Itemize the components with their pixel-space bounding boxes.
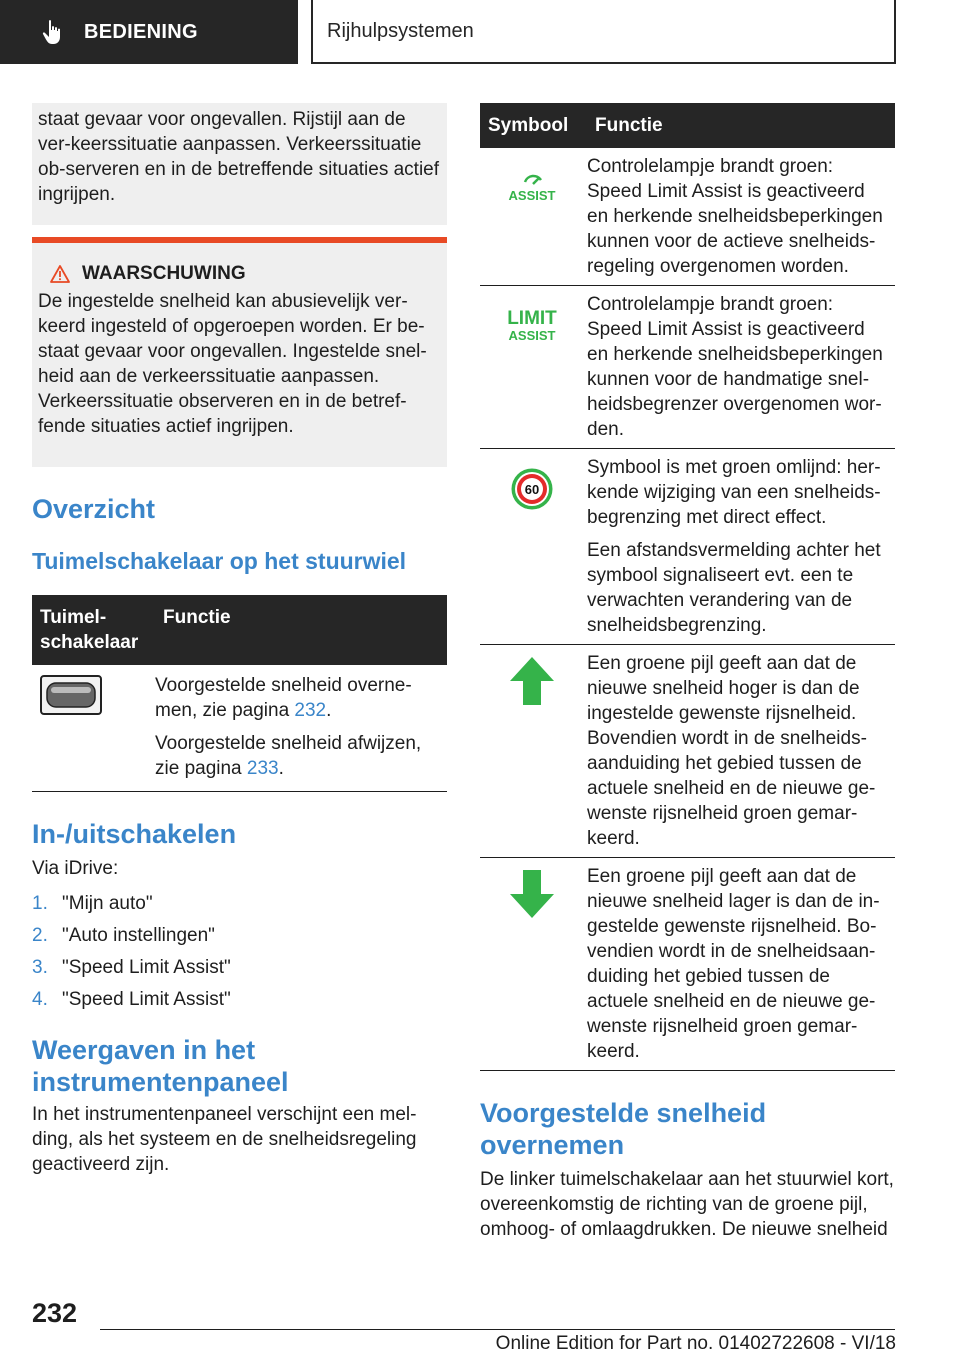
warning-heading [50, 263, 439, 285]
left-column [32, 103, 447, 1177]
table-cell-symbol [480, 645, 587, 858]
step-number: 2. [32, 925, 48, 946]
symbol-function-text: Een groene pijl geeft aan dat de nieuwe snelheid lager is dan de in-gestelde gewenste rijsnelheid. Bo-vendien wordt in de snelheidsaan-duiding het gebied tussen de actuele snelheid en de nieuwe ge-wenste rijsnelheid groen gemar-keerd. [587, 866, 880, 1062]
tuimel-text-1-end: . [326, 700, 332, 721]
tuimel-text-1: Voorgestelde snelheid overne-men, zie pagina [155, 675, 412, 721]
tuimel-function-2 [155, 731, 443, 781]
list-item [32, 955, 447, 980]
rocker-switch-icon [40, 675, 102, 715]
hand-pointer-icon [40, 19, 66, 45]
voorgesteld-text: De linker tuimelschakelaar aan het stuurwiel kort, overeenkomstig de richting van de groene pijl, omhoog- of omlaagdrukken. De nieuwe snelheid [480, 1169, 894, 1240]
page-link-232[interactable]: 232 [294, 700, 327, 721]
via-idrive: Via iDrive: [32, 858, 119, 879]
table-header-row [32, 595, 447, 665]
step-text: "Mijn auto" [62, 893, 153, 914]
table-row [32, 665, 447, 792]
table-header-row [480, 103, 895, 148]
symbol-function-text: Een groene pijl geeft aan dat de nieuwe snelheid hoger is dan de ingestelde gewenste rijsnelheid. Bovendien wordt in de snelheids-aanduiding het gebied tussen de actuele snelheid en de nieuwe ge-wenste rijsnelheid groen gemar-keerd. [587, 653, 876, 849]
caution-box [32, 103, 447, 225]
tuimel-function-1 [155, 673, 443, 723]
step-text: "Speed Limit Assist" [62, 957, 231, 978]
table-header-tuimel: Tuimel-schakelaar [32, 595, 155, 665]
limit-assist-icon [507, 306, 557, 344]
table-cell-symbol [32, 665, 155, 792]
page-number: 232 [32, 1298, 78, 1328]
heading-in-uitschakelen: In-/uitschakelen [32, 819, 237, 849]
footer-divider [100, 1329, 895, 1330]
right-column [480, 103, 895, 1242]
page-link-233[interactable]: 233 [246, 758, 279, 779]
warning-text: De ingestelde snelheid kan abusievelijk ver-keerd ingesteld of opgeroepen worden. Er be-staat gevaar voor ongevallen. Ingestelde snel-heid aan de verkeerssituatie aanpassen. Verkeerssituatie observeren en in de betref-fende situaties actief ingrijpen. [38, 291, 427, 437]
table-row [480, 858, 895, 1071]
table-cell-functie [587, 148, 895, 286]
table-cell-symbol [480, 858, 587, 1071]
assist-icon [507, 170, 557, 204]
heading-weergaven: Weergaven in het instrumentenpaneel [32, 1035, 289, 1097]
table-row [480, 449, 895, 645]
table-cell-functie [587, 645, 895, 858]
header-section-bar [0, 0, 298, 64]
heading-voorgestelde-snelheid: Voorgestelde snelheid overnemen [480, 1098, 767, 1160]
header-chapter-box [311, 0, 896, 64]
table-header-functie: Functie [587, 103, 895, 148]
heading-overzicht: Overzicht [32, 494, 156, 524]
symbol-function-text: Controlelampje brandt groen: Speed Limit Assist is geactiveerd en herkende snelheidsbeperkingen kunnen voor de actieve snelheids-regeling overgenomen worden. [587, 156, 883, 277]
assist-label: ASSIST [508, 188, 555, 203]
arrow-down-icon [510, 870, 554, 918]
speed-value-label: 60 [524, 482, 539, 497]
limit-label: LIMIT [506, 308, 557, 329]
footer-edition: Online Edition for Part no. 01402722608 - VI/18 [495, 1333, 896, 1354]
table-header-functie: Functie [155, 595, 447, 665]
symbol-function-text: Symbool is met groen omlijnd: her-kende wijziging van een snelheids-begrenzing met direct effect. [587, 457, 881, 528]
step-number: 1. [32, 893, 48, 914]
step-number: 4. [32, 989, 48, 1010]
table-row [480, 645, 895, 858]
symbol-function-text: Een afstandsvermelding achter het symbool signaliseert evt. een te verwachten verandering van de snelheidsbegrenzing. [587, 540, 881, 636]
table-cell-functie [587, 449, 895, 645]
table-row [480, 148, 895, 286]
table-cell-symbol [480, 148, 587, 286]
weergaven-text: In het instrumentenpaneel verschijnt een mel-ding, als het systeem en de snelheidsregeling geactiveerd zijn. [32, 1104, 417, 1175]
section-title: BEDIENING [84, 20, 198, 43]
table-row [480, 286, 895, 449]
warning-title: WAARSCHUWING [82, 263, 246, 284]
table-cell-functie [587, 858, 895, 1071]
table-cell-symbol [480, 449, 587, 645]
tuimel-text-2: Voorgestelde snelheid afwijzen, zie pagina [155, 733, 422, 779]
step-text: "Speed Limit Assist" [62, 989, 231, 1010]
heading-tuimelschakelaar: Tuimelschakelaar op het stuurwiel [32, 548, 407, 574]
tuimel-text-2-end: . [278, 758, 284, 779]
list-item [32, 987, 447, 1012]
warning-box [32, 237, 447, 467]
caution-text: staat gevaar voor ongevallen. Rijstijl aan de ver-keerssituatie aanpassen. Verkeerssituatie ob-serveren en in de betreffende situaties actief ingrijpen. [38, 109, 440, 205]
arrow-up-icon [510, 657, 554, 705]
warning-triangle-icon [50, 265, 70, 283]
tuimel-table [32, 595, 447, 792]
table-cell-symbol [480, 286, 587, 449]
table-cell-functie [155, 665, 447, 792]
symbol-function-text: Controlelampje brandt groen: Speed Limit Assist is geactiveerd en herkende snelheidsbeperkingen kunnen voor de handmatige snel-heidsbegrenzer overgenomen wor-den. [587, 294, 883, 440]
speed-limit-60-icon [510, 467, 554, 511]
chapter-title: Rijhulpsystemen [327, 19, 474, 42]
table-header-symbool: Symbool [480, 103, 587, 148]
steps-list [32, 891, 447, 1012]
symbol-table [480, 103, 895, 1071]
assist-label: ASSIST [508, 328, 555, 343]
step-text: "Auto instellingen" [62, 925, 215, 946]
table-cell-functie [587, 286, 895, 449]
list-item [32, 891, 447, 916]
list-item [32, 923, 447, 948]
step-number: 3. [32, 957, 48, 978]
